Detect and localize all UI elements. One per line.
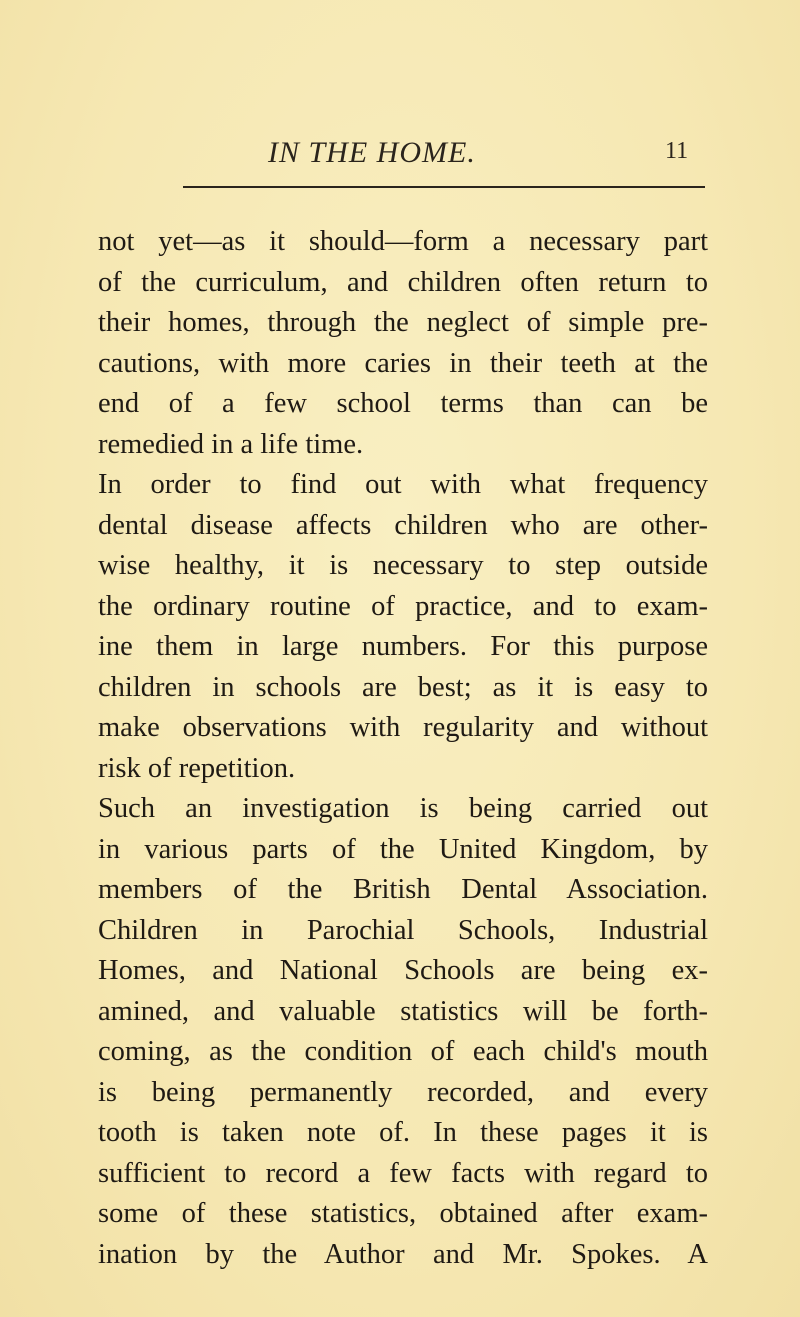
text-line: Homes, and National Schools are being ex- <box>98 955 708 986</box>
text-line: remedied in a life time. <box>98 428 364 460</box>
text-line: end of a few school terms than can be <box>98 388 708 419</box>
text-line: wise healthy, it is necessary to step outside <box>98 550 708 581</box>
text-line: some of these statistics, obtained after exam- <box>98 1198 708 1229</box>
text-line: Such an investigation is being carried out <box>98 793 708 824</box>
text-line: tooth is taken note of. In these pages it is <box>98 1117 708 1148</box>
text-line: dental disease affects children who are other- <box>98 509 708 541</box>
text-line: coming, as the condition of each child's mouth <box>98 1036 708 1067</box>
text-line: members of the British Dental Association. <box>98 874 708 905</box>
text-line: ine them in large numbers. For this purpose <box>98 631 708 662</box>
header-rule <box>183 186 705 188</box>
running-title: IN THE HOME. <box>268 136 476 169</box>
text-line: Children in Parochial Schools, Industrial <box>98 914 708 946</box>
text-line: cautions, with more caries in their teeth at the <box>98 347 708 379</box>
running-head <box>0 136 800 170</box>
body-text <box>98 222 708 1275</box>
text-line: amined, and valuable statistics will be forth- <box>98 995 708 1027</box>
text-line: their homes, through the neglect of simple pre- <box>98 307 708 338</box>
text-line: make observations with regularity and without <box>98 712 708 743</box>
text-line: children in schools are best; as it is easy to <box>98 671 708 703</box>
text-line: In order to find out with what frequency <box>98 469 708 500</box>
text-line: the ordinary routine of practice, and to exam- <box>98 590 708 622</box>
page-number: 11 <box>665 138 689 164</box>
text-line: in various parts of the United Kingdom, by <box>98 833 708 865</box>
text-line: of the curriculum, and children often return to <box>98 266 708 298</box>
text-line: is being permanently recorded, and every <box>98 1076 708 1108</box>
text-line: not yet—as it should—form a necessary part <box>98 226 708 257</box>
text-line: sufficient to record a few facts with regard to <box>98 1157 708 1189</box>
text-line: ination by the Author and Mr. Spokes. A <box>98 1238 708 1270</box>
text-line: risk of repetition. <box>98 752 296 784</box>
